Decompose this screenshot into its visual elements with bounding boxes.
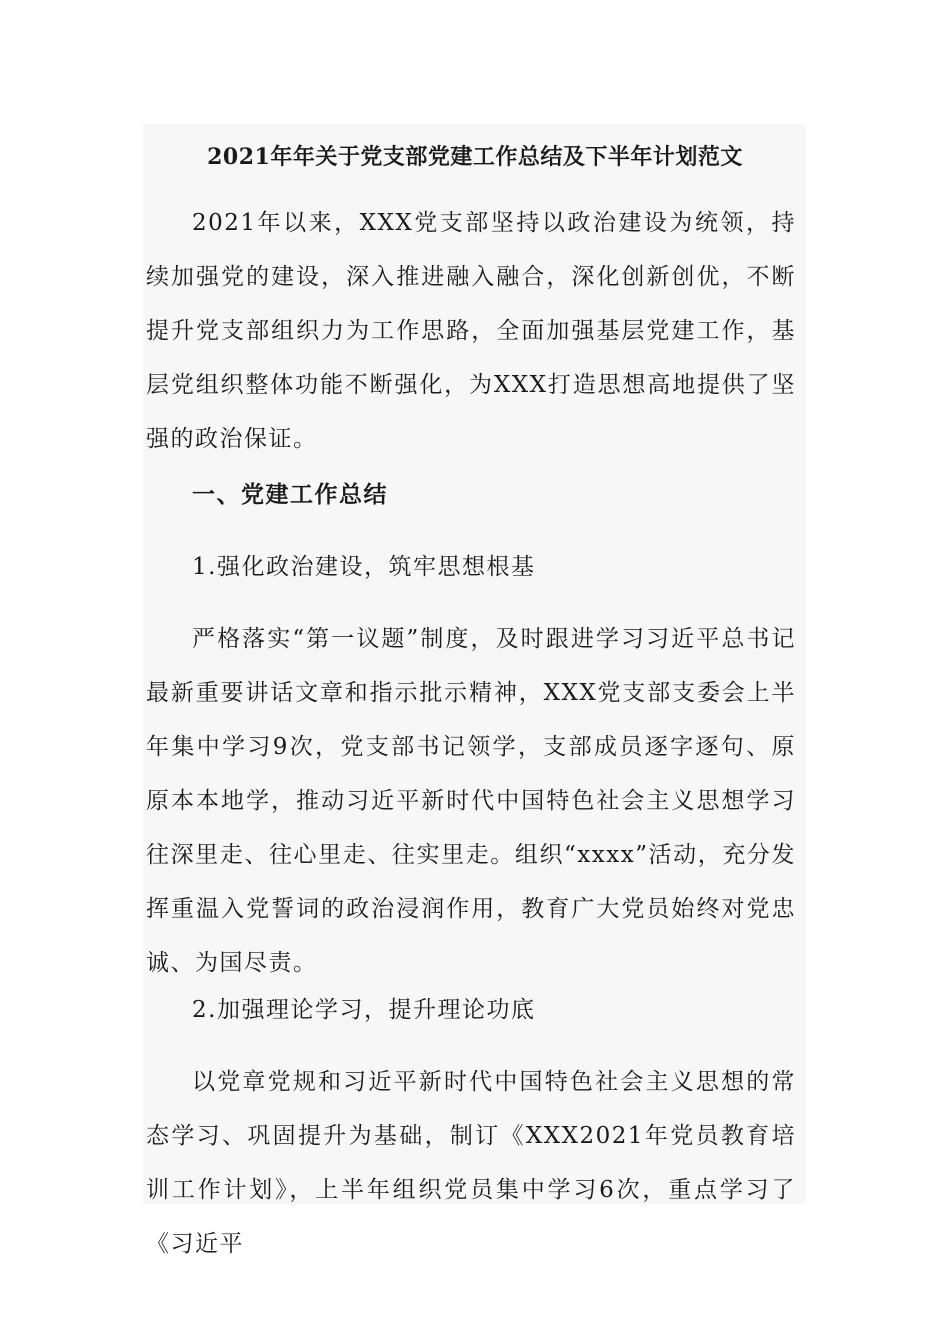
document-title: 2021年年关于党支部党建工作总结及下半年计划范文	[207, 144, 743, 170]
subsection-body-2: 以党章党规和习近平新时代中国特色社会主义思想的常态学习、巩固提升为基础，制订《XXX2021年党员教育培训工作计划》，上半年组织党员集中学习6次，重点学习了《习近平	[146, 1069, 796, 1257]
section-heading: 一、党建工作总结	[192, 481, 388, 508]
subsection-heading-1: 1.强化政治建设，筑牢思想根基	[192, 554, 536, 580]
subsection-body-1: 严格落实“第一议题”制度，及时跟进学习习近平总书记最新重要讲话文章和指示批示精神，XXX党支部支委会上半年集中学习9次，党支部书记领学，支部成员逐字逐句、原原本本地学，推动习近平新时代中国特色社会主义思想学习往深里走、往心里走、往实里走。组织“xxxx”活动，充分发挥重温入党誓词的政治浸润作用，教育广大党员始终对党忠诚、为国尽责。	[146, 626, 796, 976]
subsection-heading-2: 2.加强理论学习，提升理论功底	[192, 997, 536, 1023]
intro-paragraph: 2021年以来，XXX党支部坚持以政治建设为统领，持续加强党的建设，深入推进融入融合，深化创新创优，不断提升党支部组织力为工作思路，全面加强基层党建工作，基层党组织整体功能不断强化，为XXX打造思想高地提供了坚强的政治保证。	[146, 210, 796, 452]
